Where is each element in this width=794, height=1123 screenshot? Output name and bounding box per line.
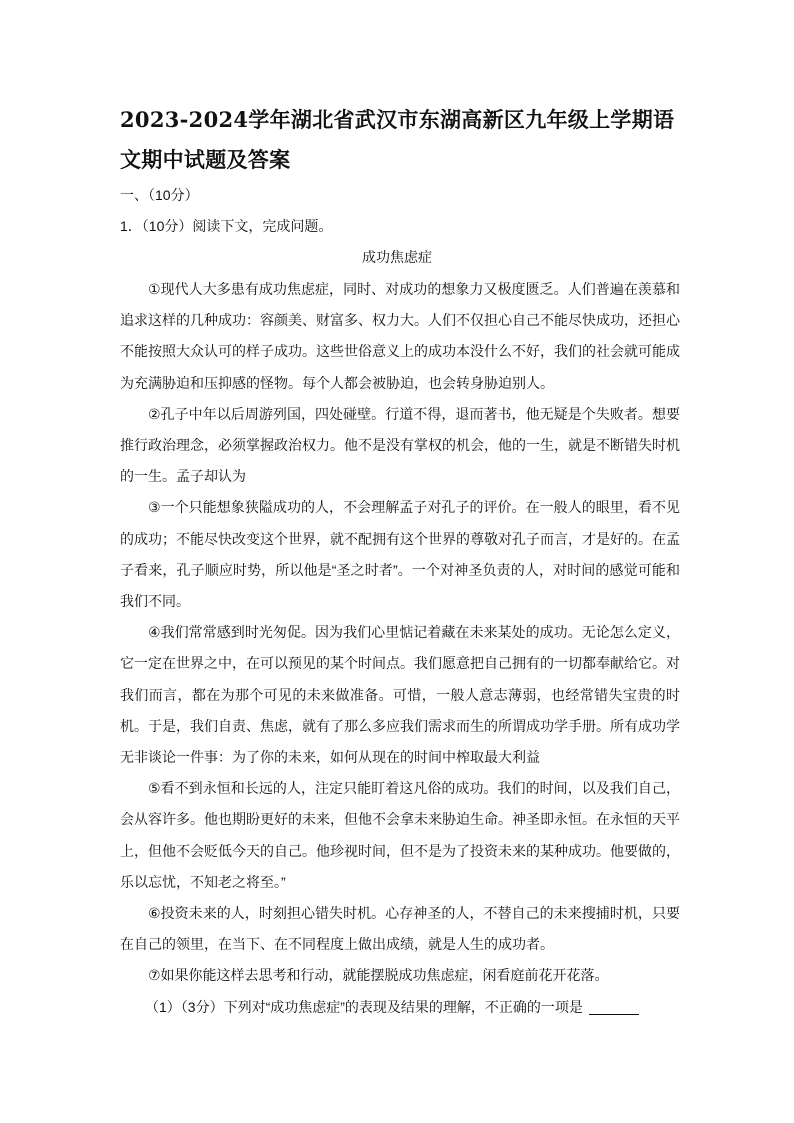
answer-blank[interactable] (589, 1000, 639, 1015)
paragraph-5: ⑤看不到永恒和长远的人，注定只能盯着这凡俗的成功。我们的时间，以及我们自己，会从容许多。他也期盼更好的未来，但他不会拿未来胁迫生命。神圣即永恒。在永恒的天平上，但他不会贬低今天的自己。他珍视时间，但不是为了投资未来的某种成功。他要做的，乐以忘忧，不知老之将至。” (120, 780, 680, 890)
section-heading: 一、（10分） (120, 187, 199, 203)
paragraph-6: ⑥投资未来的人，时刻担心错失时机。心存神圣的人，不替自己的未来搜捕时机，只要在自己的领里，在当下、在不同程度上做出成绩，就是人生的成功者。 (120, 905, 680, 953)
essay-body (120, 274, 680, 992)
paragraph-4: ④我们常常感到时光匆促。因为我们心里惦记着藏在未来某处的成功。无论怎么定义，它一定在世界之中，在可以预见的某个时间点。我们愿意把自己拥有的一切都奉献给它。对我们而言，都在为那个可见的未来做准备。可惜，一般人意志薄弱，也经常错失宝贵的时机。于是，我们自责、焦虑，就有了那么多应我们需求而生的所谓成功学手册。所有成功学无非谈论一件事：为了你的未来，如何从现在的时间中榨取最大利益 (120, 624, 680, 766)
paragraph-1: ①现代人大多患有成功焦虑症，同时、对成功的想象力又极度匮乏。人们普遍在羡慕和追求这样的几种成功：容颜美、财富多、权力大。人们不仅担心自己不能尽快成功，还担心不能按照大众认可的样子成功。这些世俗意义上的成功本没什么不好，我们的社会就可能成为充满胁迫和压抑感的怪物。每个人都会被胁迫，也会转身胁迫别人。 (120, 281, 680, 391)
sub-question-1 (145, 997, 639, 1017)
question-1: 1．（10分）阅读下文，完成问题。 (120, 218, 333, 234)
essay-title: 成功焦虑症 (362, 249, 432, 265)
paragraph-2: ②孔子中年以后周游列国，四处碰壁。行道不得，退而著书，他无疑是个失败者。想要推行政治理念，必须掌握政治权力。他不是没有掌权的机会，他的一生，就是不断错失时机的一生。孟子却认为 (120, 405, 680, 485)
document-title: 2023-2024学年湖北省武汉市东湖高新区九年级上学期语文期中试题及答案 (120, 107, 675, 172)
sub-question-1-text: （1）（3分）下列对“成功焦虑症”的表现及结果的理解，不正确的一项是 (145, 999, 583, 1015)
paragraph-3: ③一个只能想象狭隘成功的人，不会理解孟子对孔子的评价。在一般人的眼里，看不见的成功；不能尽快改变这个世界，就不配拥有这个世界的尊敬对孔子而言，才是好的。在孟子看来，孔子顺应时势，所以他是“圣之时者”。一个对神圣负责的人，对时间的感觉可能和我们不同。 (120, 499, 680, 610)
paragraph-7: ⑦如果你能这样去思考和行动，就能摆脱成功焦虑症，闲看庭前花开花落。 (148, 967, 609, 984)
